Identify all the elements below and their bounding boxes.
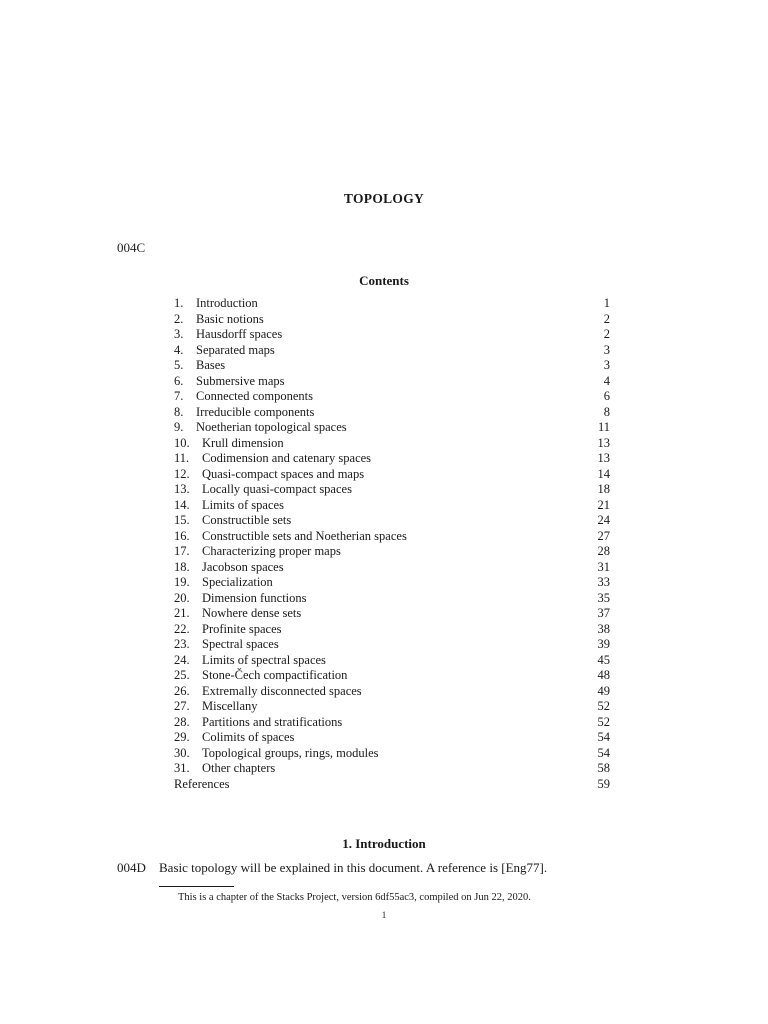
toc-entry-label: Jacobson spaces [202,559,284,574]
toc-entry-label: Krull dimension [202,435,284,450]
toc-entry-page: 54 [597,730,610,744]
toc-entry-page: 13 [597,451,610,465]
toc-entry-number: 13. [174,482,190,496]
toc-entry[interactable] [174,498,610,514]
toc-entry-number: 11. [174,451,190,465]
toc-entry-number: 18. [174,559,190,574]
toc-entry-number: 24. [174,652,190,667]
toc-entry-label: Submersive maps [196,373,285,388]
toc-entry-number: 1. [174,296,184,310]
toc-entry[interactable] [174,560,610,576]
toc-entry-label: Codimension and catenary spaces [202,451,372,465]
toc-entry-page: 54 [597,745,610,760]
toc-entry-number: 31. [174,761,190,775]
section-tag[interactable]: 004D [117,860,146,875]
toc-entry[interactable] [174,374,610,390]
toc-entry-page: 37 [597,606,610,620]
document-title: TOPOLOGY [343,191,425,206]
toc-entry[interactable] [174,699,610,715]
toc-entry-label: Hausdorff spaces [196,327,283,341]
toc-entry-number: 23. [174,637,190,651]
toc-entry[interactable] [174,715,610,731]
table-of-contents [174,296,610,792]
toc-entry[interactable] [174,482,610,498]
toc-entry[interactable] [174,730,610,746]
toc-entry-number: 27. [174,699,190,713]
toc-entry-number: 16. [174,528,190,543]
toc-entry[interactable] [174,637,610,653]
toc-entry-page: 21 [597,497,610,512]
toc-entry[interactable] [174,668,610,684]
chapter-tag[interactable]: 004C [117,240,146,255]
toc-entry-label: Nowhere dense sets [202,606,302,620]
toc-entry-page: 8 [603,404,610,419]
toc-entry[interactable] [174,436,610,452]
toc-entry-label: Other chapters [202,761,276,775]
toc-entry-label: Stone-Čech compactification [202,668,348,682]
toc-entry-label: Dimension functions [202,590,307,605]
toc-entry-page: 4 [603,373,610,388]
toc-entry-label: Noetherian topological spaces [196,420,347,434]
toc-entry-label: Extremally disconnected spaces [202,683,362,698]
toc-entry-page: 59 [597,776,610,791]
toc-entry-label: Partitions and stratifications [202,714,343,729]
toc-entry-number: 30. [174,745,190,760]
toc-entry-label: Connected components [196,389,313,403]
toc-entry-label: Limits of spectral spaces [202,652,326,667]
toc-entry-page: 27 [597,528,610,543]
toc-entry[interactable] [174,777,610,793]
toc-entry-label: Characterizing proper maps [202,544,341,558]
section-paragraph: Basic topology will be explained in this document. A reference is [Eng77]. [159,860,548,875]
toc-entry-number: 7. [174,389,184,403]
toc-entry-page: 33 [597,575,610,589]
toc-entry-number: 6. [174,373,184,388]
toc-entry-number: 20. [174,590,190,605]
toc-entry-page: 49 [597,683,610,698]
toc-entry-label: Constructible sets and Noetherian spaces [202,528,407,543]
toc-entry-label: Topological groups, rings, modules [202,745,379,760]
toc-entry[interactable] [174,343,610,359]
toc-entry[interactable] [174,606,610,622]
toc-entry-page: 3 [603,358,610,372]
toc-entry-page: 31 [597,559,610,574]
toc-entry-page: 28 [597,544,610,558]
toc-entry-label: Locally quasi-compact spaces [202,482,352,496]
toc-entry-number: 5. [174,358,184,372]
toc-entry-label: Spectral spaces [202,637,279,651]
footnote-divider [159,886,234,887]
toc-entry-number: 22. [174,621,190,636]
toc-entry[interactable] [174,575,610,591]
toc-entry-number: 4. [174,342,184,357]
toc-entry[interactable] [174,746,610,762]
toc-entry-page: 24 [597,513,610,527]
toc-entry-page: 18 [597,482,610,496]
toc-entry-page: 11 [597,420,610,434]
toc-entry-number: 2. [174,311,184,326]
toc-entry-label: Separated maps [196,342,275,357]
toc-entry[interactable] [174,420,610,436]
toc-entry[interactable] [174,467,610,483]
toc-entry-page: 58 [597,761,610,775]
toc-entry-label: Specialization [202,575,273,589]
toc-entry-label: References [174,776,230,791]
toc-entry-label: Introduction [196,296,258,310]
toc-entry-label: Quasi-compact spaces and maps [202,466,365,481]
toc-entry[interactable] [174,513,610,529]
contents-heading: Contents [359,273,409,288]
toc-entry-label: Limits of spaces [202,497,284,512]
toc-entry-page: 52 [597,699,610,713]
toc-entry-number: 12. [174,466,190,481]
toc-entry-page: 3 [603,342,610,357]
toc-entry-label: Irreducible components [196,404,315,419]
toc-entry[interactable] [174,327,610,343]
toc-entry[interactable] [174,761,610,777]
toc-entry[interactable] [174,529,610,545]
toc-entry[interactable] [174,653,610,669]
toc-entry-number: 9. [174,420,184,434]
toc-entry-number: 17. [174,544,190,558]
toc-entry[interactable] [174,296,610,312]
toc-entry-label: Profinite spaces [202,621,282,636]
toc-entry-number: 8. [174,404,184,419]
toc-entry-page: 6 [603,389,610,403]
toc-entry[interactable] [174,591,610,607]
toc-entry[interactable] [174,358,610,374]
toc-entry[interactable] [174,451,610,467]
toc-entry[interactable] [174,312,610,328]
toc-entry-number: 19. [174,575,190,589]
toc-entry-page: 45 [597,652,610,667]
toc-entry-number: 21. [174,606,190,620]
toc-entry-page: 2 [603,327,610,341]
toc-entry-page: 35 [597,590,610,605]
toc-entry[interactable] [174,684,610,700]
toc-entry-number: 26. [174,683,190,698]
toc-entry-number: 15. [174,513,190,527]
toc-entry-label: Colimits of spaces [202,730,295,744]
toc-entry-page: 1 [603,296,610,310]
toc-entry[interactable] [174,544,610,560]
toc-entry[interactable] [174,622,610,638]
toc-entry[interactable] [174,405,610,421]
toc-entry-number: 28. [174,714,190,729]
toc-entry-page: 39 [597,637,610,651]
toc-entry-number: 25. [174,668,190,682]
toc-entry-label: Miscellany [202,699,258,713]
toc-entry-page: 38 [597,621,610,636]
toc-entry-label: Bases [196,358,226,372]
footnote: This is a chapter of the Stacks Project, version 6df55ac3, compiled on Jun 22, 2020. [178,892,531,903]
toc-entry-page: 2 [603,311,610,326]
toc-entry-number: 29. [174,730,190,744]
page-number: 1 [381,910,387,920]
toc-entry[interactable] [174,389,610,405]
toc-entry-number: 10. [174,435,190,450]
toc-entry-label: Basic notions [196,311,264,326]
toc-entry-label: Constructible sets [202,513,292,527]
toc-entry-page: 13 [597,435,610,450]
toc-entry-number: 14. [174,497,190,512]
toc-entry-page: 48 [597,668,610,682]
section-heading: 1. Introduction [342,836,426,851]
toc-entry-number: 3. [174,327,184,341]
toc-entry-page: 52 [597,714,610,729]
toc-entry-page: 14 [597,466,610,481]
